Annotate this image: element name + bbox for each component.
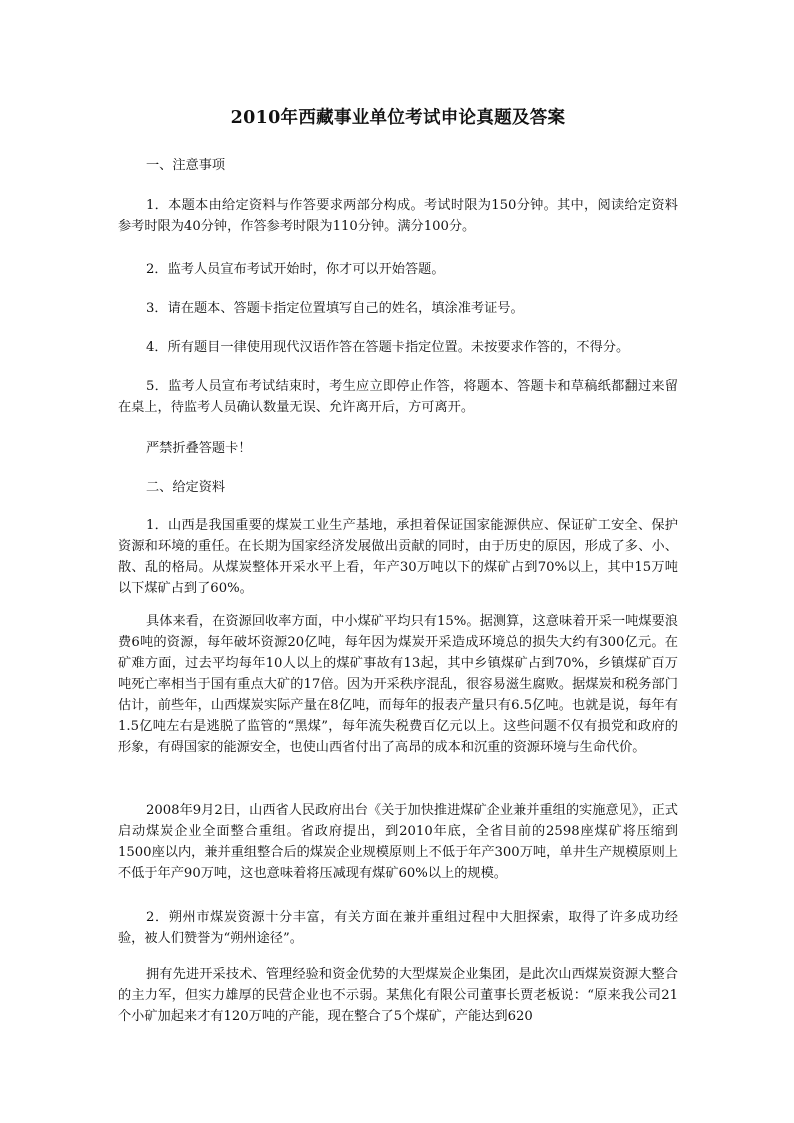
material-1-paragraph-3: 2008年9月2日，山西省人民政府出台《关于加快推进煤矿企业兼并重组的实施意见》，正式启动煤炭企业全面整合重组。省政府提出，到2010年底，全省目前的2598座煤矿将压缩到1500座以内，兼并重组整合后的煤炭企业规模原则上不低于年产300万吨，单井生产规模原则上不低于年产90万吨，这也意味着将压减现有煤矿60%以上的规模。 [118,803,678,881]
section-heading-notices: 一、注意事项 [146,158,226,173]
notice-paragraph-4: 4．所有题目一律使用现代汉语作答在答题卡指定位置。未按要求作答的，不得分。 [146,340,630,355]
material-2-paragraph-1: 2．朔州市煤炭资源十分丰富，有关方面在兼并重组过程中大胆探索，取得了许多成功经验，被人们赞誉为“朔州途径”。 [118,910,678,946]
notice-paragraph-3: 3．请在题本、答题卡指定位置填写自己的姓名，填涂准考证号。 [146,301,524,316]
material-1-paragraph-1: 1．山西是我国重要的煤炭工业生产基地，承担着保证国家能源供应、保证矿工安全、保护资源和环境的重任。在长期为国家经济发展做出贡献的同时，由于历史的原因，形成了多、小、散、乱的格局。从煤炭整体开采水平上看，年产30万吨以下的煤矿占到70%以上，其中15万吨以下煤矿占到了60%。 [118,518,678,596]
document-title: 2010年西藏事业单位考试申论真题及答案 [230,108,566,128]
material-2-paragraph-2: 拥有先进开采技术、管理经验和资金优势的大型煤炭企业集团，是此次山西煤炭资源大整合的主力军，但实力雄厚的民营企业也不示弱。某焦化有限公司董事长贾老板说：“原来我公司21个小矿加起来才有120万吨的产能，现在整合了5个煤矿，产能达到620 [118,967,678,1024]
notice-paragraph-5: 5．监考人员宣布考试结束时，考生应立即停止作答，将题本、答题卡和草稿纸都翻过来留在桌上，待监考人员确认数量无误、允许离开后，方可离开。 [118,379,678,415]
warning-text: 严禁折叠答题卡！ [146,441,252,456]
notice-paragraph-1: 1．本题本由给定资料与作答要求两部分构成。考试时限为150分钟。其中，阅读给定资料参考时限为40分钟，作答参考时限为110分钟。满分100分。 [118,198,678,234]
section-heading-materials: 二、给定资料 [146,480,226,495]
notice-paragraph-2: 2．监考人员宣布考试开始时，你才可以开始答题。 [146,262,445,277]
material-1-paragraph-2: 具体来看，在资源回收率方面，中小煤矿平均只有15%。据测算，这意味着开采一吨煤要浪费6吨的资源，每年破坏资源20亿吨，每年因为煤炭开采造成环境总的损失大约有300亿元。在矿难方面，过去平均每年10人以上的煤矿事故有13起，其中乡镇煤矿占到70%，乡镇煤矿百万吨死亡率相当于国有重点大矿的17倍。因为开采秩序混乱，很容易滋生腐败。据煤炭和税务部门估计，前些年，山西煤炭实际产量在8亿吨，而每年的报表产量只有6.5亿吨。也就是说，每年有1.5亿吨左右是逃脱了监管的“黑煤”，每年流失税费百亿元以上。这些问题不仅有损党和政府的形象，有碍国家的能源安全，也使山西省付出了高昂的成本和沉重的资源环境与生命代价。 [118,614,678,755]
